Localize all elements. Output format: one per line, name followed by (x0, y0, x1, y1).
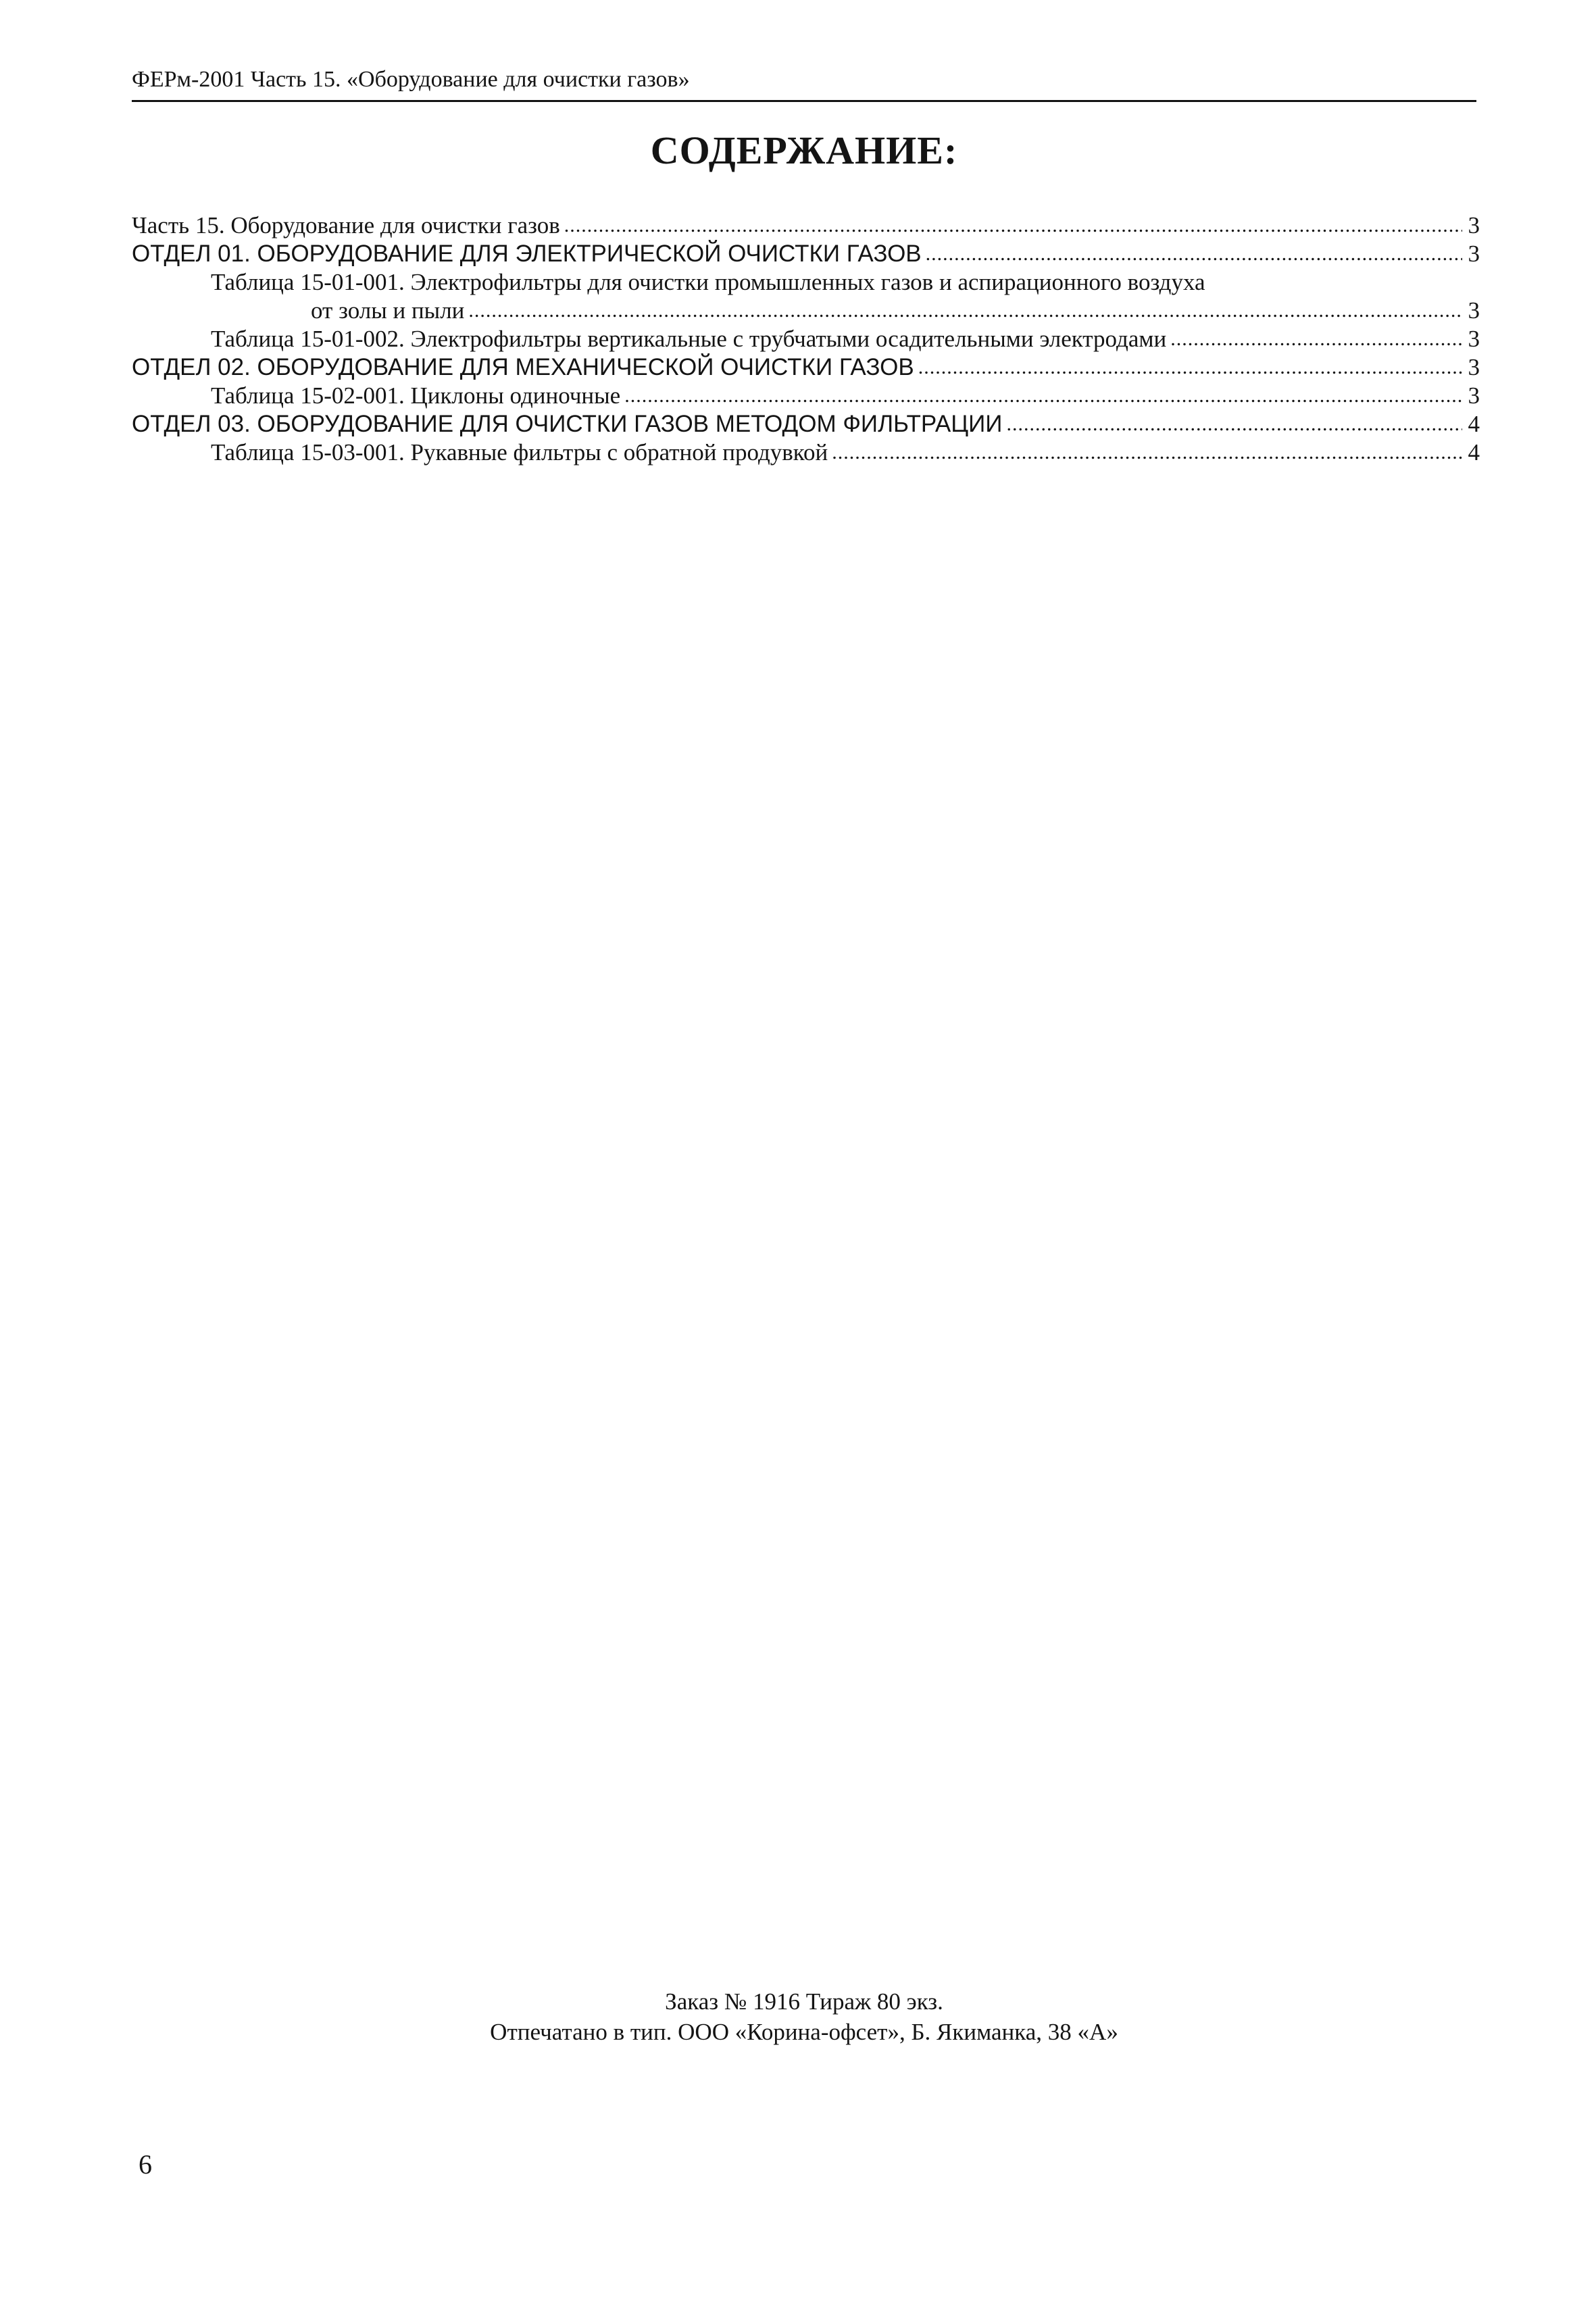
toc-leader-dots (1006, 410, 1462, 438)
toc-leader-dots (1170, 325, 1462, 353)
toc-entry-label: от золы и пыли (311, 297, 465, 324)
toc-leader-dots (926, 240, 1462, 268)
toc-leader-dots (918, 353, 1462, 382)
imprint-order-line: Заказ № 1916 Тираж 80 экз. (665, 1988, 943, 2015)
toc-page-number: 3 (1468, 297, 1480, 324)
imprint-block (132, 1986, 1476, 2047)
toc-entry-table-15-03-001[interactable] (132, 438, 1480, 467)
toc-page-number: 3 (1468, 382, 1480, 409)
toc-entry-label: ОТДЕЛ 03. ОБОРУДОВАНИЕ ДЛЯ ОЧИСТКИ ГАЗОВ МЕТОДОМ ФИЛЬТРАЦИИ (132, 411, 1003, 437)
toc-page-number: 3 (1468, 212, 1480, 238)
toc-leader-dots (468, 297, 1462, 325)
toc-entry-part-15[interactable] (132, 211, 1480, 240)
toc-page-number: 3 (1468, 354, 1480, 380)
toc-entry-label: ОТДЕЛ 01. ОБОРУДОВАНИЕ ДЛЯ ЭЛЕКТРИЧЕСКОЙ ОЧИСТКИ ГАЗОВ (132, 241, 922, 267)
toc-entry-section-01[interactable] (132, 240, 1480, 268)
toc-entry-table-15-02-001[interactable] (132, 382, 1480, 410)
imprint-printer-line: Отпечатано в тип. ООО «Корина-офсет», Б. Якиманка, 38 «А» (490, 2019, 1118, 2045)
toc-page-number: 3 (1468, 326, 1480, 352)
running-header: ФЕРм-2001 Часть 15. «Оборудование для очистки газов» (132, 67, 690, 92)
toc-entry-label: ОТДЕЛ 02. ОБОРУДОВАНИЕ ДЛЯ МЕХАНИЧЕСКОЙ ОЧИСТКИ ГАЗОВ (132, 354, 914, 380)
toc-page-number: 3 (1468, 241, 1480, 267)
page-number: 6 (139, 2149, 152, 2180)
toc-entry-table-15-01-001-line1[interactable]: Таблица 15-01-001. Электрофильтры для очистки промышленных газов и аспирационного воздуха (211, 269, 1205, 295)
toc-page-number: 4 (1468, 439, 1480, 466)
toc-entry-section-03[interactable] (132, 410, 1480, 438)
header-rule (132, 100, 1476, 102)
toc-entry-table-15-01-002[interactable] (132, 325, 1480, 353)
toc-leader-dots (624, 382, 1462, 410)
page-title: СОДЕРЖАНИЕ: (650, 128, 958, 172)
toc-entry-label: Таблица 15-03-001. Рукавные фильтры с обратной продувкой (211, 439, 828, 466)
toc-entry-label: Таблица 15-01-002. Электрофильтры вертикальные с трубчатыми осадительными электродами (211, 326, 1167, 352)
toc-entry-section-02[interactable] (132, 353, 1480, 382)
toc-entry-label: Часть 15. Оборудование для очистки газов (132, 212, 560, 238)
toc-leader-dots (832, 438, 1462, 467)
toc-entry-label: Таблица 15-02-001. Циклоны одиночные (211, 382, 621, 409)
table-of-contents (132, 211, 1480, 467)
toc-page-number: 4 (1468, 411, 1480, 437)
toc-entry-table-15-01-001[interactable] (132, 297, 1480, 325)
toc-leader-dots (564, 211, 1462, 240)
